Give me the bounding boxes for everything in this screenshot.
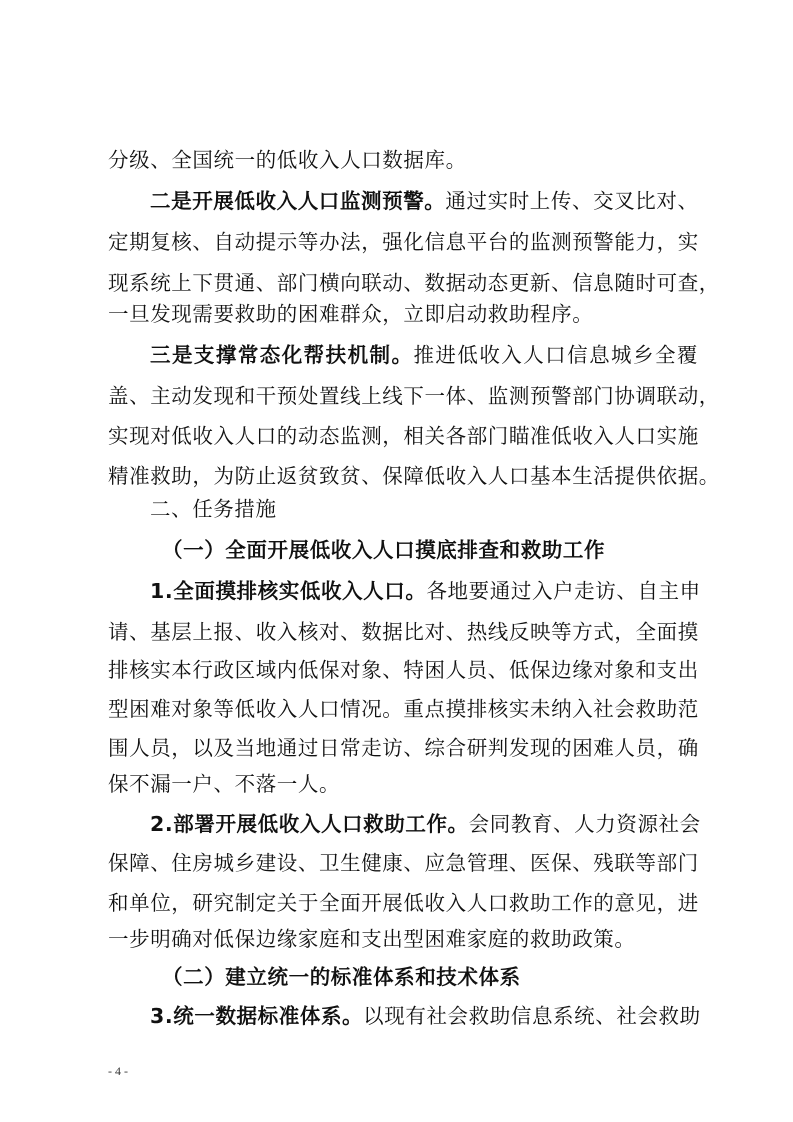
body-line [150, 804, 701, 844]
body-line: 保障、住房城乡建设、卫生健康、应急管理、医保、残联等部门 [108, 851, 699, 875]
body-line: 现系统上下贯通、部门横向联动、数据动态更新、信息随时可查， [108, 271, 720, 295]
body-line: 实现对低收入人口的动态监测，相关各部门瞄准低收入人口实施 [108, 424, 699, 448]
body-text: 通过实时上传、交叉比对、 [445, 189, 699, 213]
subsection-heading: （二）建立统一的标准体系和技术体系 [162, 965, 521, 989]
section-heading: 二、任务措施 [150, 497, 277, 521]
body-line: 排核实本行政区域内低保对象、特困人员、低保边缘对象和支出 [108, 658, 699, 682]
body-line [150, 181, 698, 221]
body-line: 请、基层上报、收入核对、数据比对、热线反映等方式，全面摸 [108, 620, 699, 644]
body-line [150, 996, 701, 1036]
body-line: 和单位，研究制定关于全面开展低收入人口救助工作的意见，进 [108, 891, 699, 915]
bold-lead: 二是开展低收入人口监测预警。 [150, 189, 446, 213]
body-line: 型困难对象等低收入人口情况。重点摸排核实未纳入社会救助范 [108, 697, 699, 721]
body-text: 以现有社会救助信息系统、社会救助 [363, 1004, 701, 1028]
page-number: - 4 - [108, 1064, 128, 1078]
body-line: 定期复核、自动提示等办法，强化信息平台的监测预警能力，实 [108, 230, 699, 254]
bold-lead: 三是支撑常态化帮扶机制。 [150, 343, 414, 367]
bold-lead: 2.部署开展低收入人口救助工作。 [150, 812, 469, 836]
subsection-heading: （一）全面开展低收入人口摸底排查和救助工作 [162, 538, 606, 562]
body-line: 围人员，以及当地通过日常走访、综合研判发现的困难人员，确 [108, 736, 699, 760]
bold-lead: 1.全面摸排核实低收入人口。 [150, 579, 427, 603]
body-line [150, 571, 701, 611]
body-line: 分级、全国统一的低收入人口数据库。 [108, 148, 467, 172]
body-line: 精准救助，为防止返贫致贫、保障低收入人口基本生活提供依据。 [108, 464, 720, 488]
body-text: 推进低收入人口信息城乡全覆 [413, 343, 698, 367]
body-line: 盖、主动发现和干预处置线上线下一体、监测预警部门协调联动， [108, 384, 720, 408]
body-line: 保不漏一户、不落一人。 [108, 772, 341, 796]
body-line: 一旦发现需要救助的困难群众，立即启动救助程序。 [108, 302, 594, 326]
body-text: 各地要通过入户走访、自主申 [426, 579, 701, 603]
bold-lead: 3.统一数据标准体系。 [150, 1004, 364, 1028]
body-text: 会同教育、人力资源社会 [468, 812, 701, 836]
body-line: 一步明确对低保边缘家庭和支出型困难家庭的救助政策。 [108, 927, 636, 951]
body-line [150, 335, 698, 375]
